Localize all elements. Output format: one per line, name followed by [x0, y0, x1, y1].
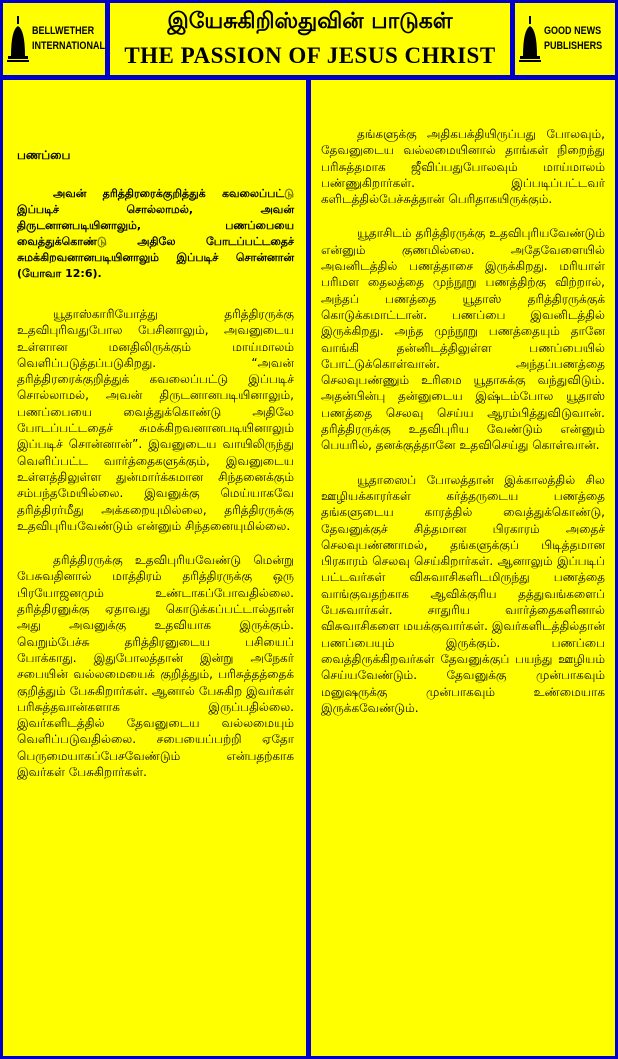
logo-left-line1: BELLWETHER: [32, 25, 95, 37]
logo-left-line2: INTERNATIONAL: [32, 40, 105, 52]
bellwether-logo: [3, 3, 105, 75]
left-column: [3, 80, 306, 1056]
right-column: [311, 80, 615, 1056]
paragraph: தரித்திரருக்கு உதவிபுரியவேண்டு மென்று பேசுவதினால் மாத்திரம் தரித்திரருக்கு ஒரு பிரயோஜனமும் உண்டாகப்போவதில்லை. தரித்திரனுக்கு ஏதாவது கொடுக்கப்பட்டால்தான் அது அவனுக்கு உதவியாக இருக்கும். வெறும்பேச்சு தரித்திரனுடைய பசியைப் போக்காது. இதுபோலத்தான் இன்று அநேகர் சபையின் வல்லமையைக் குறித்தும், பரிசுத்தத்தைக் குறித்தும் பேசுகிறார்கள். ஆனால் பேசுகிற இவர்கள் பரிசுத்தவான்களாக இருப்பதில்லை. இவர்களிடத்தில் தேவனுடைய வல்லமையும் வெளிப்படுவதில்லை. சபையைப்பற்றி ஏதோ பெருமையாகப்பேசவேண்டும் என்பதற்காக இவர்கள் பேசுகிறார்கள்.: [17, 553, 294, 780]
logo-right-line2: PUBLISHERS: [544, 40, 603, 52]
article-heading: பணப்பை: [17, 148, 71, 162]
paragraph: யூதாஸ்காரியோத்து தரித்திரருக்கு உதவிபுரிவதுபோல பேசினாலும், அவனுடைய உள்ளான மனதிலிருக்கும் மாய்மாலம் வெளிப்படுத்தப்படுகிறது. “அவன் தரித்திரரைக்குறித்துக் கவலைப்பட்டு இப்படிச் சொல்லாமல், அவன் திருடனானபடியினாலும், பணப்பையை வைத்துக்கொண்டு அதிலே போடப்பட்டதைச் சுமக்கிறவனானபடியினாலும் இப்படிச் சொன்னான்”. இவனுடைய வாயிலிருந்து வெளிப்பட்ட வார்த்தைகளுக்கும், இவனுடைய உள்ளத்திலுள்ள துன்மார்க்கமான சிந்தனைக்கும் சம்பந்தமேயில்லை. இவனுக்கு மெய்யாகவே தரித்திரர்மீது அக்கறையுமில்லை, தரித்திரருக்கு உதவிபுரியவேண்டும் என்னும் சிந்தனையுமில்லை.: [17, 307, 294, 533]
title-english: THE PASSION OF JESUS CHRIST: [124, 43, 496, 68]
logo-right-line1: GOOD NEWS: [544, 25, 602, 37]
paragraph: தங்களுக்கு அதிகபக்தியிருப்பது போலவும், தேவனுடைய வல்லமையினால் தாங்கள் நிறைந்து பரிசுத்தமாக ஜீவிப்பதுபோலவும் மாய்மாலம் பண்ணுகிறார்கள். இப்படிப்பட்டவர் களிடத்தில்பேச்சுத்தான் பெரிதாகயிருக்கும்.: [321, 127, 605, 207]
bell-icon: [7, 14, 29, 64]
bell-icon: [519, 14, 541, 64]
scripture-verse: அவன் தரித்திரரைக்குறித்துக் கவலைப்பட்டு இப்படிச் சொல்லாமல், அவன் திருடனானபடியினாலும், பணப்பையை வைத்துக்கொண்டு அதிலே போடப்பட்டதைச் சுமக்கிறவனானபடியினாலும் இப்படிச் சொன்னான் (யோவா 12:6).: [17, 187, 294, 280]
paragraph: யூதாசிடம் தரித்திரருக்கு உதவிபுரியவேண்டும் என்னும் குணமில்லை. அதேவேளையில் அவனிடத்தில் பணத்தாசை இருக்கிறது. மரியாள் பரிமள தைலத்தை முந்நூறு பணத்திற்கு விற்றால், அந்தப் பணத்தை யூதாஸ் தரித்திரருக்குக் கொடுக்கமாட்டான். பணப்பை இவனிடத்தில் இருக்கிறது. அந்த முந்நூறு பணத்தையும் தானே வாங்கி தன்னிடத்திலுள்ள பணப்பையில் போட்டுக்கொள்வான். அந்தப்பணத்தை செலவுபண்ணும் உரிமை யூதாசுக்கு வந்துவிடும். அதன்பின்பு தன்னுடைய இஷ்டம்போல யூதாஸ் பணத்தை செலவு செய்ய ஆரம்பித்துவிடுவான். தரித்திரருக்கு உதவிபுரிய வேண்டும் என்னும் பெயரில், தனக்குத்தானே உதவிசெய்து கொள்வான்.: [321, 226, 605, 453]
good-news-logo: [515, 3, 615, 75]
title-tamil: இயேசுகிறிஸ்துவின் பாடுகள்: [167, 9, 453, 34]
title-banner: [110, 3, 510, 75]
paragraph: யூதாஸைப் போலத்தான் இக்காலத்தில் சில ஊழியக்காரர்கள் கர்த்தருடைய பணத்தை தங்களுடைய காரத்தில் வைத்துக்கொண்டு, தேவனுக்குச் சித்தமான பிரகாரம் அதைச் செலவுபண்ணாமல், தங்களுக்குப் பிடித்தமான பிரகாரம் செலவு செய்கிறார்கள். ஆனாலும் இப்படிப் பட்டவர்கள் விசுவாசிகளிடமிருந்து பணத்தை வாங்குவதற்காக ஆவிக்குரிய தத்துவங்களைப் பேசுவார்கள். சாதுரிய வார்த்தைகளினால் விசுவாசிகளை மயக்குவார்கள். இவர்களிடத்தில்தான் பணப்பையும் இருக்கும். பணப்பை வைத்திருக்கிறவர்கள் தேவனுக்குப் பயந்து ஊழியம் செய்யவேண்டும். தேவனுக்கு முன்பாகவும் மனுஷருக்கு முன்பாகவும் உண்மையாக இருக்கவேண்டும்.: [321, 472, 605, 715]
